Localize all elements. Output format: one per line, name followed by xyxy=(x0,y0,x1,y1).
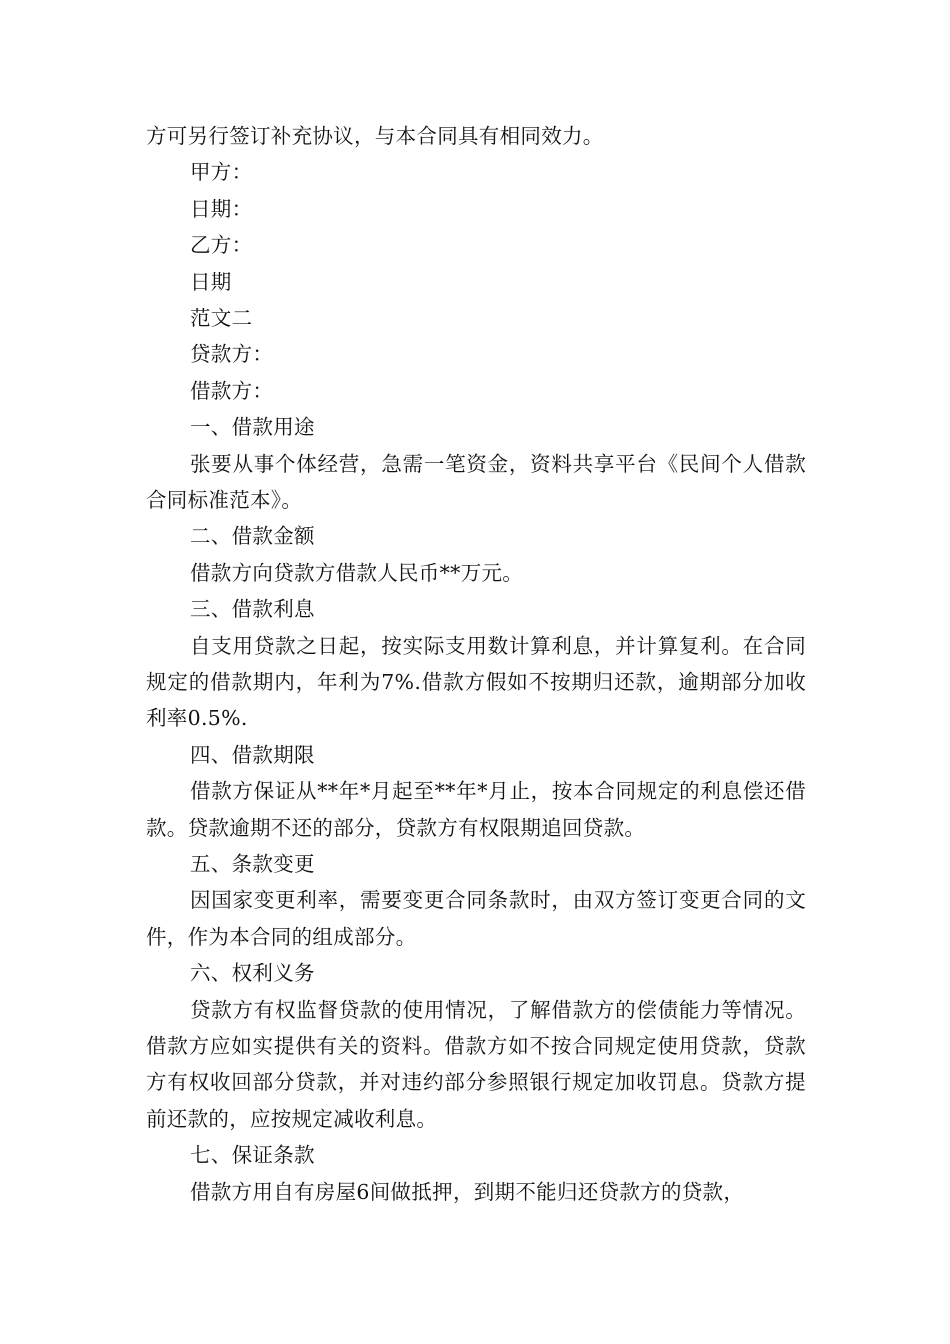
section-heading-changes: 五、条款变更 xyxy=(190,851,315,876)
section-heading-guarantee: 七、保证条款 xyxy=(190,1143,315,1168)
paragraph-term: 借款方保证从**年*月起至**年*月止，按本合同规定的利息偿还借款。贷款逾期不还的部分，贷款方有权限期追回贷款。 xyxy=(146,779,806,840)
borrower-label: 借款方： xyxy=(190,378,274,403)
paragraph-purpose: 张要从事个体经营，急需一笔资金，资料共享平台《民间个人借款合同标准范本》。 xyxy=(146,451,806,512)
date-label-b: 日期 xyxy=(190,269,232,294)
continuation-line: 方可另行签订补充协议，与本合同具有相同效力。 xyxy=(146,124,604,148)
paragraph-amount: 借款方向贷款方借款人民币**万元。 xyxy=(190,560,524,585)
paragraph-changes: 因国家变更利率，需要变更合同条款时，由双方签订变更合同的文件，作为本合同的组成部分。 xyxy=(146,888,806,949)
section-heading-purpose: 一、借款用途 xyxy=(190,415,315,440)
party-a-label: 甲方： xyxy=(190,160,253,185)
section-heading-interest: 三、借款利息 xyxy=(190,597,315,622)
section-heading-rights: 六、权利义务 xyxy=(190,961,315,986)
party-b-label: 乙方： xyxy=(190,233,253,258)
paragraph-guarantee: 借款方用自有房屋6间做抵押，到期不能归还贷款方的贷款， xyxy=(190,1179,745,1204)
section-heading-term: 四、借款期限 xyxy=(190,742,315,767)
paragraph-rights: 贷款方有权监督贷款的使用情况，了解借款方的偿债能力等情况。借款方应如实提供有关的资料。借款方如不按合同规定使用贷款，贷款方有权收回部分贷款，并对违约部分参照银行规定加收罚息。贷款方提前还款的，应按规定减收利息。 xyxy=(146,997,806,1131)
date-label-a: 日期： xyxy=(190,196,253,221)
sample-two-heading: 范文二 xyxy=(190,305,253,330)
section-heading-amount: 二、借款金额 xyxy=(190,524,315,549)
document-body xyxy=(146,118,806,1210)
paragraph-interest: 自支用贷款之日起，按实际支用数计算利息，并计算复利。在合同规定的借款期内，年利为7%.借款方假如不按期归还款，逾期部分加收利率0.5%. xyxy=(146,633,806,731)
lender-label: 贷款方： xyxy=(190,342,274,367)
